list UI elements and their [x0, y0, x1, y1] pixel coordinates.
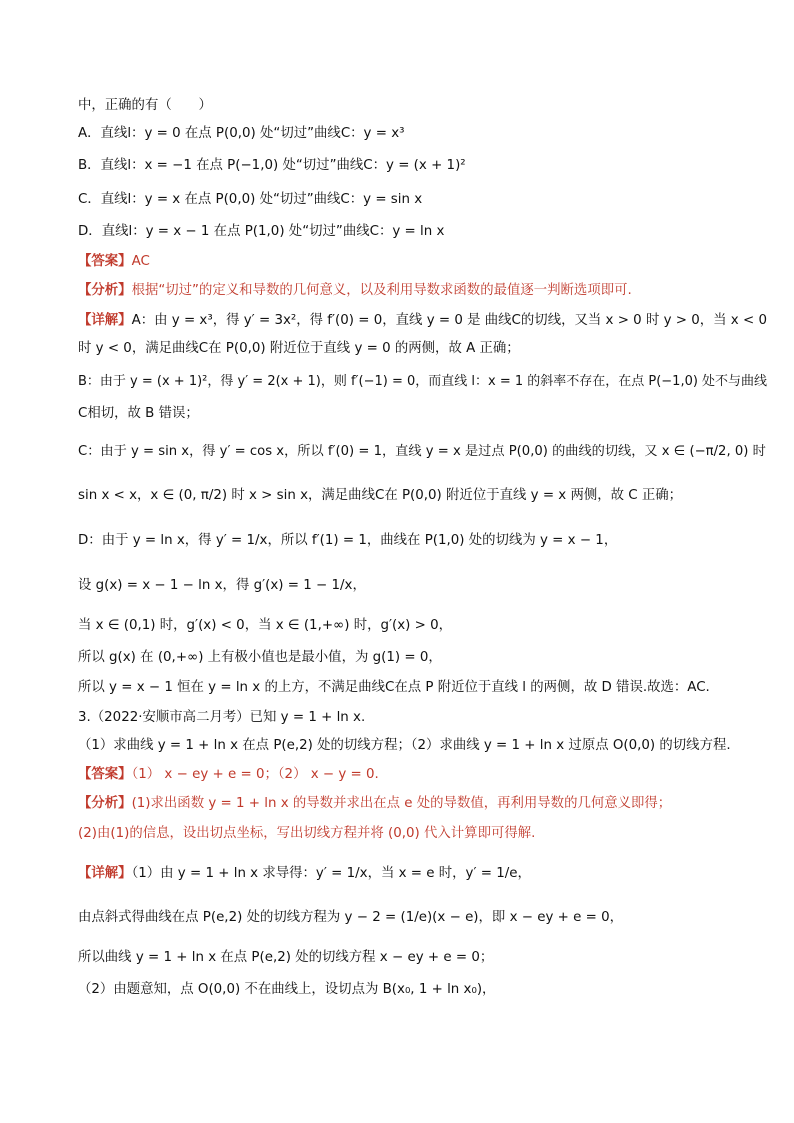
answer-line: 【答案】AC — [78, 254, 150, 269]
question-3-stem: 3.（2022·安顺市高二月考）已知 y = 1 + ln x. — [78, 710, 366, 725]
option-a: A．直线l：y = 0 在点 P(0,0) 处“切过”曲线C：y = x³ — [78, 126, 405, 141]
detail-line: 所以 y = x − 1 恒在 y = ln x 的上方，不满足曲线C在点 P 附近位于直线 l 的两侧，故 D 错误.故选：AC. — [78, 680, 710, 695]
option-c: C．直线l：y = x 在点 P(0,0) 处“切过”曲线C：y = sin x — [78, 192, 423, 207]
answer-tag: 【答案】 — [78, 254, 132, 269]
detail-tag: 【详解】 — [78, 313, 132, 328]
detail-line: 所以曲线 y = 1 + ln x 在点 P(e,2) 处的切线方程 x − ey + e = 0； — [78, 950, 494, 965]
question-3-parts: （1）求曲线 y = 1 + ln x 在点 P(e,2) 处的切线方程；（2）求曲线 y = 1 + ln x 过原点 O(0,0) 的切线方程. — [78, 738, 731, 753]
analysis-line: (2)由(1)的信息，设出切点坐标，写出切线方程并将 (0,0) 代入计算即可得解. — [78, 826, 536, 841]
detail-line: 所以 g(x) 在 (0,+∞) 上有极小值也是最小值，为 g(1) = 0， — [78, 650, 442, 665]
detail-line: 当 x ∈ (0,1) 时，g′(x) < 0，当 x ∈ (1,+∞) 时，g′(x) > 0， — [78, 618, 453, 633]
analysis-line: 【分析】根据“切过”的定义和导数的几何意义，以及利用导数求函数的最值逐一判断选项即可. — [78, 283, 632, 298]
question-stem: 中，正确的有（ ） — [78, 98, 212, 113]
detail-line: sin x < x，x ∈ (0, π/2) 时 x > sin x，满足曲线C在 P(0,0) 附近位于直线 y = x 两侧，故 C 正确； — [78, 488, 683, 503]
analysis-tag: 【分析】 — [78, 796, 132, 811]
option-b: B．直线l：x = −1 在点 P(−1,0) 处“切过”曲线C：y = (x + 1)² — [78, 158, 466, 173]
answer-line: 【答案】（1） x − ey + e = 0；（2） x − y = 0. — [78, 767, 379, 782]
analysis-tag: 【分析】 — [78, 283, 132, 298]
detail-line: 【详解】（1）由 y = 1 + ln x 求导得：y′ = 1/x，当 x = e 时，y′ = 1/e， — [78, 866, 531, 881]
analysis-line: 【分析】(1)求出函数 y = 1 + ln x 的导数并求出在点 e 处的导数值，再利用导数的几何意义即得； — [78, 796, 672, 811]
detail-tag: 【详解】 — [78, 866, 132, 881]
detail-line: （2）由题意知，点 O(0,0) 不在曲线上，设切点为 B(x₀, 1 + ln x₀)， — [78, 982, 496, 997]
answer-tag: 【答案】 — [78, 767, 132, 782]
detail-line: 设 g(x) = x − 1 − ln x，得 g′(x) = 1 − 1/x， — [78, 578, 366, 593]
detail-line: 时 y < 0，满足曲线C在 P(0,0) 附近位于直线 y = 0 的两侧，故 A 正确； — [78, 341, 520, 356]
detail-line: D：由于 y = ln x，得 y′ = 1/x，所以 f′(1) = 1，曲线在 P(1,0) 处的切线为 y = x − 1， — [78, 533, 618, 548]
detail-line: C：由于 y = sin x，得 y′ = cos x，所以 f′(0) = 1，直线 y = x 是过点 P(0,0) 的曲线的切线，又 x ∈ (−π/2, 0) 时 — [78, 444, 766, 459]
detail-line: B：由于 y = (x + 1)²，得 y′ = 2(x + 1)，则 f′(−1) = 0，而直线 l：x = 1 的斜率不存在，在点 P(−1,0) 处不与曲线 — [78, 374, 768, 389]
detail-line: 【详解】A：由 y = x³，得 y′ = 3x²，得 f′(0) = 0，直线 y = 0 是 曲线C的切线，又当 x > 0 时 y > 0，当 x < 0 — [78, 313, 767, 328]
option-d: D．直线l：y = x − 1 在点 P(1,0) 处“切过”曲线C：y = ln x — [78, 224, 445, 239]
detail-line: 由点斜式得曲线在点 P(e,2) 处的切线方程为 y − 2 = (1/e)(x − e)，即 x − ey + e = 0， — [78, 910, 623, 925]
detail-line: C相切，故 B 错误； — [78, 406, 199, 421]
